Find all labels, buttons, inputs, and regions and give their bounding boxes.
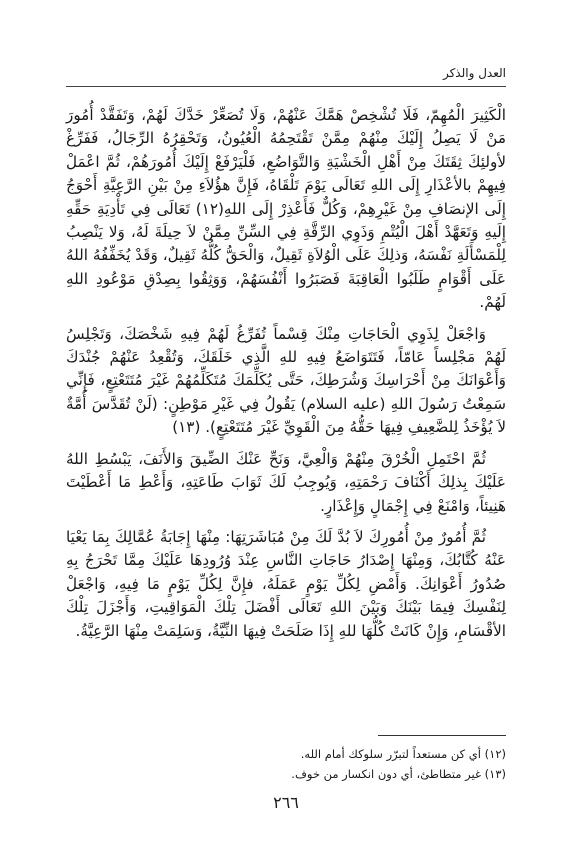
page-number: ٢٦٦	[273, 793, 299, 812]
paragraph-2: وَاجْعَلْ لِذَوِي الْحَاجَاتِ مِنْكَ قِسْماً تُفَرِّغُ لَهُمْ فِيهِ شَخْصَكَ، وَتَجْلِسُ لَهُمْ مَجْلِساً عَامّاً، فَتَتَوَاضَعُ فِيهِ للهِ الَّذِي خَلَقَكَ، وَتُقْعِدُ عَنْهُمْ جُنْدَكَ وَأَعْوَانَكَ مِنْ أَحْرَاسِكَ وَشُرَطِكَ، حَتَّى يُكَلِّمَكَ مُتَكَلِّمُهُمْ غَيْرَ مُتَتَعْتِعٍ، فَإِنِّي سَمِعْتُ رَسُولَ اللهِ (عليه السلام) يَقُولُ فِي غَيْرِ مَوْطِنٍ: (لَنْ تُقَدَّسَ أُمَّةٌ لاَ يُؤْخَذُ لِلضَّعِيفِ فِيهَا حَقُّهُ مِنَ الْقَوِيِّ غَيْرَ مُتَتَعْتِعٍ). (١٣)	[66, 324, 506, 437]
footnote-divider	[378, 735, 506, 736]
footnote-12: (١٢) أي كن مستعداً لتبرّر سلوكك أمام الله.	[300, 747, 506, 761]
running-header: العدل والذكر	[442, 66, 506, 80]
header-divider	[66, 86, 506, 87]
paragraph-4: ثُمَّ أُمُورٌ مِنْ أُمُورِكَ لاَ بُدَّ لَكَ مِنْ مُبَاشَرَتِهَا: مِنْهَا إِجَابَةُ عُمَّالِكَ بِمَا يَعْيَا عَنْهُ كُتَّابُكَ، وَمِنْهَا إِصْدَارُ حَاجَاتِ النَّاسِ عِنْدَ وُرُودِهَا عَلَيْكَ مِمَّا تَحْرَجُ بِهِ صُدُورُ أَعْوَانِكَ. وَأَمْضِ لِكُلِّ يَوْمٍ عَمَلَهُ، فإِنَّ لِكُلِّ يَوْمٍ مَا فِيهِ، وَاجْعَلْ لِنَفْسِكَ فِيمَا بَيْنَكَ وَبَيْنَ اللهِ تَعَالَى أَفْضَلَ تِلْكَ الْمَوَاقِيتِ، وَأَجْزَلَ تِلْكَ الأقْسَامِ، وَإِنْ كَانَتْ كُلُّهَا للهِ إِذَا صَلَحَتْ فِيهَا النِّيَّةُ، وَسَلِمَتْ مِنْهَا الرَّعِيَّةُ.	[66, 527, 506, 640]
paragraph-3: ثُمَّ احْتَمِلِ الْخُرْقَ مِنْهُمْ وَالْعِيَّ، وَنَحِّ عَنْكَ الضِّيقَ وَالأَنَفَ، يَبْسُطِ اللهُ عَلَيْكَ بِذلِكَ أَكْنَافَ رَحْمَتِهِ، وَيُوجِبُ لَكَ ثَوَابَ طَاعَتِهِ، وَأَعْطِ مَا أَعْطَيْتَ هَنِيئاً، وَامْنَعْ فِي إِجْمَالٍ وَإِعْذَارٍ.	[66, 449, 506, 515]
main-text	[66, 104, 506, 651]
paragraph-1: الْكَثِيرَ الْمُهِمّ، فَلَا تُشْخِصْ هَمَّكَ عَنْهُمْ، وَلَا تُصَعِّرْ خَدَّكَ لَهُمْ، وَتَفَقَّدْ أُمُورَ مَنْ لَا يَصِلُ إِلَيْكَ مِنْهُمْ مِمَّنْ تَقْتَحِمُهُ الْعُيُونُ، وَتَحْقِرُهُ الرِّجَالُ، فَفَرِّغْ لأولئِكَ ثِقَتَكَ مِنْ أَهْلِ الْخَشْيَةِ وَالتَّوَاضُعِ، فَلْيَرْفَعْ إِلَيْكَ أُمُورَهُمْ، ثُمَّ اعْمَلْ فِيهِمْ بالأعْذَارِ إِلَى اللهِ تَعَالَى يَوْمَ تَلْقَاهُ، فَإِنَّ هؤُلاَءِ مِنْ بَيْنِ الرَّعِيَّةِ أَحْوَجُ إِلَى الإنصَافِ مِنْ غَيْرِهِمْ، وَكُلٌّ فَأَعْذِرْ إِلَى اللهِ(١٢) تَعَالَى فِي تَأْدِيَةِ حَقِّهِ إِلَيهِ وَتَعَهَّدْ أَهْلَ الْيُتْمِ وَذَوِي الرِّقَّةِ فِي السِّنِّ مِمَّنْ لاَ حِيلَةَ لَهُ، وَلا يَنْصِبُ لِلْمَسْأَلَةِ نَفْسَهُ، وَذلِكَ عَلَى الْوُلاَةِ ثَقِيلٌ، وَالْحَقُّ كُلُّهُ ثَقِيلٌ، وَقَدْ يُخَفِّفُهُ اللهُ عَلَى أَقْوَامٍ طَلَبُوا الْعَاقِبَةَ فَصَبَرُوا أَنْفُسَهُمْ، وَوَثِقُوا بِصِدْقِ مَوْعُودِ اللهِ لَهُمْ.	[66, 106, 507, 312]
footnotes	[66, 744, 506, 784]
footnote-13: (١٣) غير متطاطئ، أي دون انكسار من خوف.	[291, 767, 506, 781]
